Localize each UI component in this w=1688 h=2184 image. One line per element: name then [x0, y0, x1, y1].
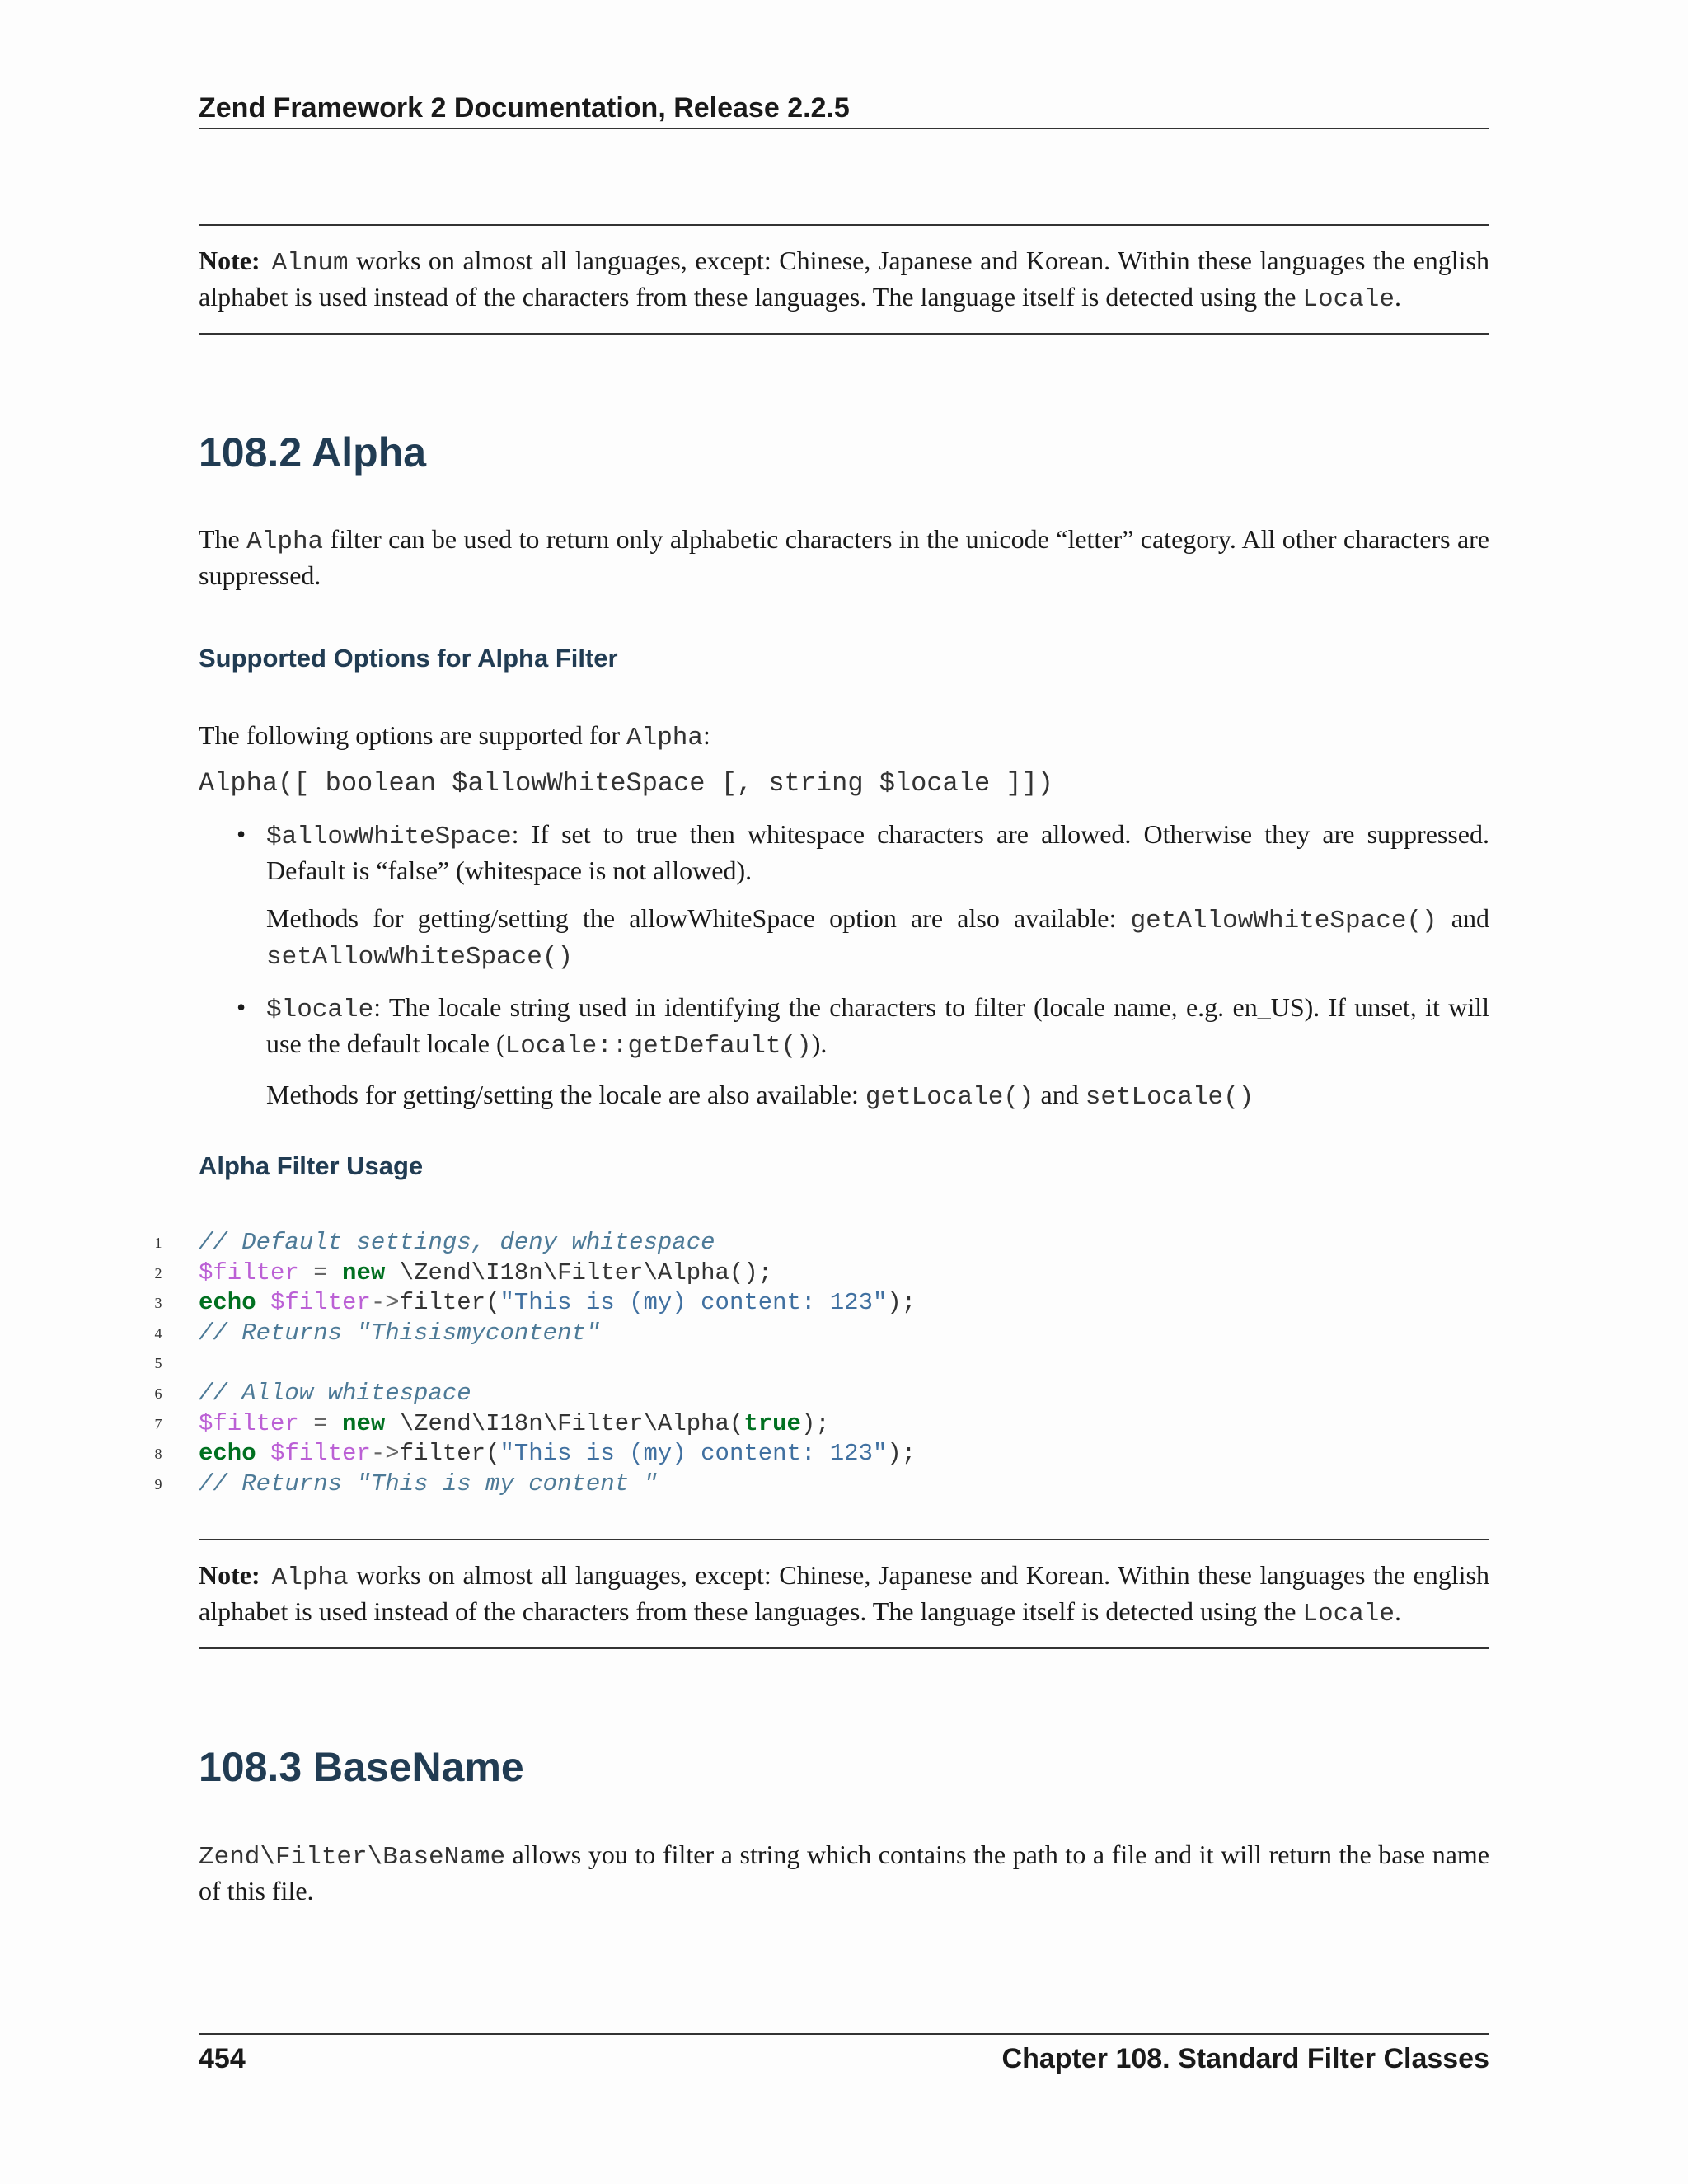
note-label: Note: [199, 246, 260, 275]
code-listing [148, 1228, 1500, 1499]
code-line [148, 1288, 1500, 1319]
option-name: $locale [266, 996, 374, 1024]
code-token: new [342, 1258, 386, 1286]
code-line [148, 1379, 1500, 1409]
code-text [199, 1319, 600, 1349]
note-text: works on almost all languages, except: Chinese, Japanese and Korean. Within these languages the english alphabet is used instead of the characters from these languages. The language itself is detected using the [199, 1560, 1489, 1626]
options-list-wrap [199, 818, 1489, 1114]
section-alpha-heading-wrap [199, 429, 1489, 476]
basename-intro [199, 1838, 1489, 1907]
code-line [148, 1348, 1500, 1379]
code-token: $filter [270, 1289, 371, 1317]
usage-heading: Alpha Filter Usage [199, 1151, 424, 1180]
line-number: 8 [154, 1446, 162, 1463]
note-code-locale: Locale [1302, 1600, 1395, 1629]
alpha-intro-pre: The [199, 524, 247, 554]
code-token: ); [800, 1409, 830, 1437]
section-title-alpha: 108.2 Alpha [199, 429, 427, 476]
code-text [199, 1469, 658, 1500]
header-title: Zend Framework 2 Documentation, Release 2.2.5 [199, 92, 850, 124]
code-token [328, 1410, 342, 1437]
code-line [148, 1469, 1500, 1500]
line-number: 5 [154, 1355, 162, 1372]
code-token: "This is (my) content: 123" [499, 1440, 888, 1468]
line-number: 1 [154, 1235, 162, 1251]
line-number: 9 [154, 1475, 162, 1493]
code-token: // Returns "This is my content " [199, 1469, 658, 1497]
method-setter: setAllowWhiteSpace() [266, 943, 574, 972]
code-token: // Default settings, deny whitespace [199, 1229, 715, 1256]
code-token [299, 1410, 313, 1437]
alpha-intro-post: filter can be used to return only alphabetic characters in the unicode “letter” category. All other characters are suppressed. [199, 524, 1490, 590]
code-token [299, 1259, 313, 1286]
code-token [256, 1440, 270, 1467]
code-line [148, 1319, 1500, 1349]
option-item [237, 991, 1489, 1114]
note-end: . [1395, 282, 1402, 312]
option-desc-end: ). [811, 1029, 828, 1058]
code-token [328, 1259, 342, 1286]
option-methods [266, 902, 1489, 974]
code-line [148, 1228, 1500, 1258]
code-line [148, 1439, 1500, 1469]
option-name: $allowWhiteSpace [266, 823, 512, 851]
code-line [148, 1409, 1500, 1440]
note-code-locale: Locale [1302, 285, 1395, 314]
options-intro-code: Alpha [626, 724, 704, 752]
options-heading: Supported Options for Alpha Filter [199, 644, 618, 673]
option-desc: : If set to true then whitespace characters are allowed. Otherwise they are suppressed. Default is “false” (whitespace is not allowed). [266, 819, 1489, 885]
code-token: new [342, 1409, 386, 1437]
code-token [256, 1289, 270, 1316]
line-number: 7 [154, 1415, 162, 1432]
function-signature: Alpha([ boolean $allowWhiteSpace [, string $locale ]]) [199, 768, 1053, 799]
code-token: // Allow whitespace [199, 1379, 471, 1407]
options-intro-pre: The following options are supported for [199, 720, 626, 750]
methods-mid: and [1437, 903, 1490, 933]
options-intro-post: : [703, 720, 710, 750]
note-alpha [199, 1539, 1489, 1649]
code-token: $filter [270, 1440, 371, 1468]
code-token: filter( [399, 1289, 500, 1317]
code-token: // Returns "Thisismycontent" [199, 1319, 601, 1347]
code-text [199, 1379, 471, 1409]
code-token: \Zend\I18n\Filter\Alpha(); [385, 1258, 773, 1286]
code-text [199, 1228, 715, 1258]
section-basename-heading-wrap [199, 1743, 1489, 1791]
method-getter: getLocale() [865, 1083, 1034, 1112]
options-intro [199, 719, 1489, 755]
option-desc-code: Locale::getDefault() [504, 1032, 812, 1061]
option-item [237, 818, 1490, 974]
note-text: works on almost all languages, except: Chinese, Japanese and Korean. Within these languages the english alphabet is used instead of the characters from these languages. The language itself is detected using the [199, 246, 1489, 312]
code-token: -> [370, 1289, 400, 1317]
code-token: ); [887, 1289, 917, 1317]
code-token: \Zend\I18n\Filter\Alpha( [385, 1409, 744, 1437]
code-token: echo [199, 1440, 256, 1468]
basename-intro-code: Zend\Filter\BaseName [199, 1843, 506, 1872]
code-token: "This is (my) content: 123" [499, 1289, 888, 1317]
code-token: $filter [199, 1258, 299, 1286]
bullet: • [237, 992, 246, 1022]
note-end: . [1395, 1596, 1402, 1626]
code-text [199, 1409, 830, 1440]
method-getter: getAllowWhiteSpace() [1130, 907, 1437, 935]
methods-mid: and [1034, 1080, 1085, 1109]
alpha-intro [199, 523, 1489, 592]
code-token: = [313, 1409, 328, 1437]
code-token: $filter [199, 1409, 299, 1437]
code-token: echo [199, 1289, 256, 1317]
code-token: ); [887, 1440, 917, 1468]
note-code: Alpha [271, 1563, 349, 1592]
usage-heading-wrap [199, 1151, 1489, 1181]
line-number: 2 [154, 1264, 162, 1282]
method-setter: setLocale() [1085, 1083, 1254, 1112]
option-methods [266, 1078, 1489, 1114]
code-token: true [743, 1409, 801, 1437]
section-title-basename: 108.3 BaseName [199, 1744, 524, 1790]
note-label: Note: [199, 1560, 260, 1590]
option-desc: : The locale string used in identifying the characters to filter (locale name, e.g. en_US). If unset, it will use the default locale ( [266, 992, 1489, 1058]
line-number: 4 [154, 1324, 162, 1342]
code-token: -> [370, 1440, 400, 1468]
bullet: • [237, 819, 246, 849]
page-number: 454 [199, 2043, 246, 2074]
note-alnum [199, 224, 1489, 335]
line-number: 6 [154, 1385, 162, 1402]
code-token: filter( [399, 1440, 500, 1468]
running-footer [199, 2033, 1489, 2075]
options-list [199, 818, 1489, 1114]
note-code: Alnum [271, 249, 349, 278]
options-heading-wrap [199, 644, 1489, 673]
code-text [199, 1439, 916, 1469]
signature-wrap [199, 768, 1489, 799]
code-token: = [313, 1258, 328, 1286]
methods-pre: Methods for getting/setting the locale are also available: [266, 1080, 865, 1109]
alpha-intro-code: Alpha [246, 527, 324, 556]
basename-intro-post: allows you to filter a string which contains the path to a file and it will return the base name of this file. [199, 1840, 1489, 1905]
line-number: 3 [154, 1295, 162, 1312]
chapter-title: Chapter 108. Standard Filter Classes [1001, 2043, 1489, 2074]
code-text [199, 1258, 772, 1289]
code-line [148, 1258, 1500, 1289]
running-header [199, 92, 1489, 129]
methods-pre: Methods for getting/setting the allowWhiteSpace option are also available: [266, 903, 1131, 933]
code-text [199, 1288, 916, 1319]
